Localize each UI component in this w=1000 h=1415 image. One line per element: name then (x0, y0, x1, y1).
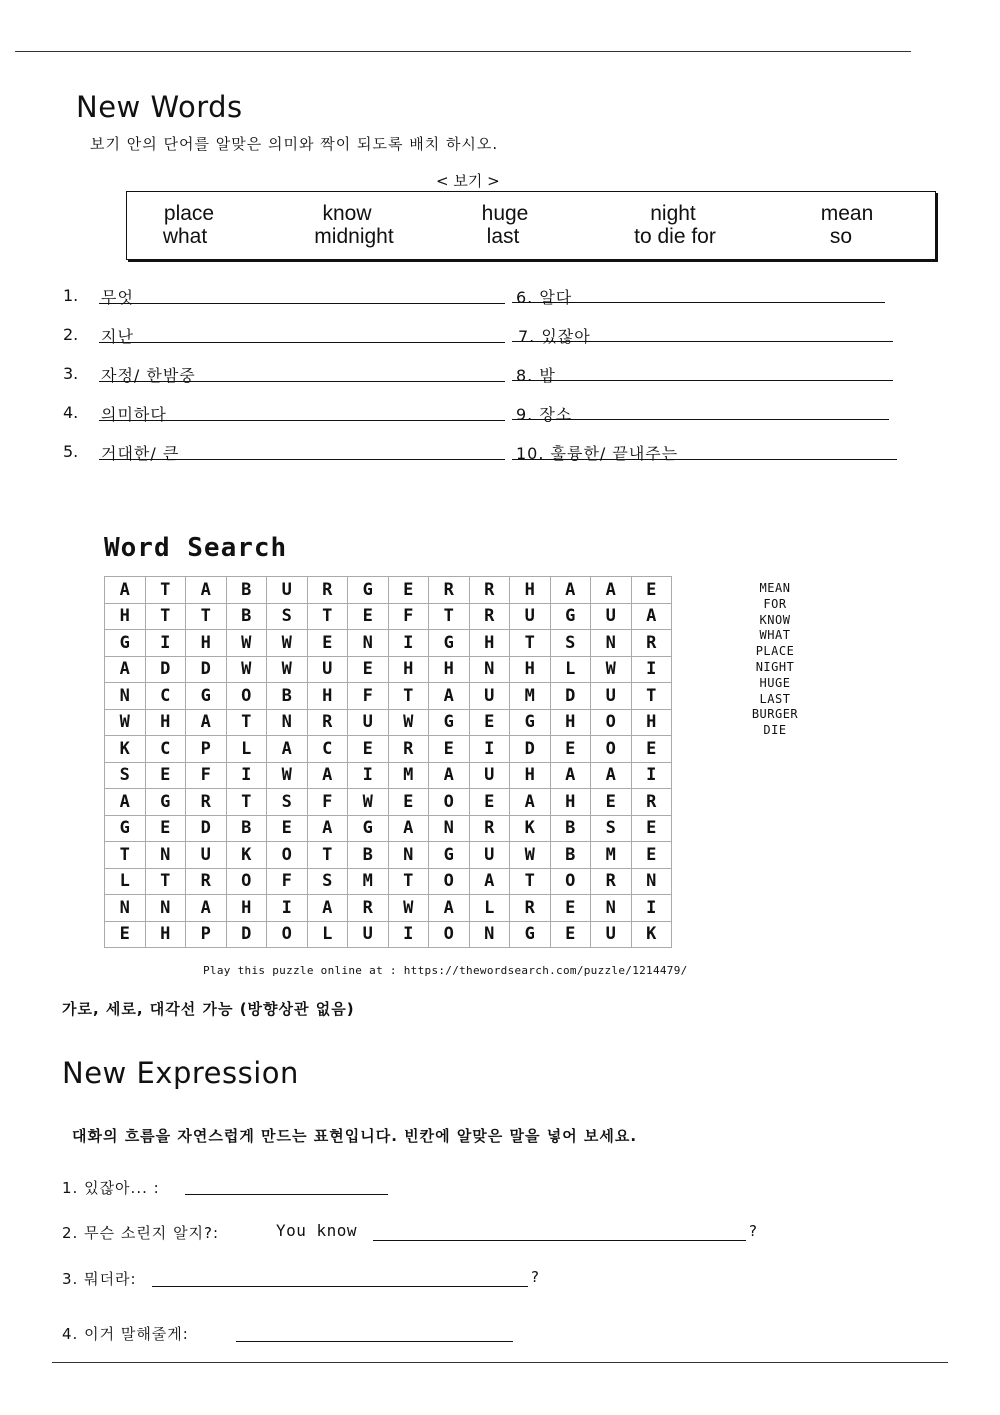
grid-cell[interactable]: G (429, 842, 470, 869)
grid-cell[interactable]: L (550, 656, 591, 683)
grid-cell[interactable]: H (550, 709, 591, 736)
word-search-grid[interactable] (104, 576, 672, 948)
grid-cell[interactable]: I (631, 762, 672, 789)
grid-cell[interactable]: O (267, 921, 308, 948)
grid-cell[interactable]: O (429, 921, 470, 948)
grid-cell[interactable]: G (145, 789, 186, 816)
grid-cell[interactable]: D (226, 921, 267, 948)
grid-cell[interactable]: E (469, 789, 510, 816)
grid-cell[interactable]: K (510, 815, 551, 842)
question-text: 9. 장소 (516, 405, 573, 424)
grid-cell[interactable]: W (388, 709, 429, 736)
grid-cell[interactable]: F (267, 868, 308, 895)
word-list-item: PLACE (755, 644, 795, 659)
grid-cell[interactable]: O (591, 709, 632, 736)
new-expression-title: New Expression (62, 1056, 299, 1090)
grid-cell[interactable]: H (226, 895, 267, 922)
new-words-title: New Words (76, 90, 243, 124)
grid-cell[interactable]: H (145, 921, 186, 948)
grid-cell[interactable]: B (267, 683, 308, 710)
grid-cell[interactable]: E (388, 577, 429, 604)
grid-cell[interactable]: B (226, 815, 267, 842)
direction-note: 가로, 세로, 대각선 가능 (방향상관 없음) (62, 1000, 355, 1018)
grid-cell[interactable]: R (307, 709, 348, 736)
grid-cell[interactable]: A (307, 895, 348, 922)
grid-cell[interactable]: A (105, 577, 146, 604)
expression-answer-line[interactable] (236, 1341, 513, 1342)
grid-cell[interactable]: E (631, 736, 672, 763)
grid-cell[interactable]: N (429, 815, 470, 842)
grid-cell[interactable]: K (226, 842, 267, 869)
question-text: 10. 훌륭한/ 끝내주는 (516, 444, 679, 463)
answer-line[interactable] (99, 303, 505, 304)
grid-cell[interactable]: H (510, 762, 551, 789)
grid-cell[interactable]: K (105, 736, 146, 763)
grid-cell[interactable]: N (348, 630, 389, 657)
grid-row (105, 921, 672, 948)
bottom-rule (52, 1362, 948, 1363)
grid-cell[interactable]: O (591, 736, 632, 763)
word-search-title: Word Search (104, 533, 288, 563)
word-bank-item: huge (481, 202, 529, 225)
grid-cell[interactable]: M (348, 868, 389, 895)
grid-cell[interactable]: D (145, 656, 186, 683)
question-text: 자정/ 한밤중 (101, 366, 196, 385)
grid-row (105, 577, 672, 604)
grid-cell[interactable]: T (145, 603, 186, 630)
grid-cell[interactable]: T (226, 789, 267, 816)
word-bank-box (126, 191, 936, 260)
new-expression-instruction: 대화의 흐름을 자연스럽게 만드는 표현입니다. 빈칸에 알맞은 말을 넣어 보세요. (72, 1127, 638, 1145)
question-number: 2. (63, 325, 79, 344)
word-list (735, 581, 815, 739)
expression-english: You know (276, 1221, 358, 1240)
grid-cell[interactable]: N (469, 656, 510, 683)
grid-cell[interactable]: A (550, 762, 591, 789)
grid-cell[interactable]: R (307, 577, 348, 604)
grid-cell[interactable]: H (510, 656, 551, 683)
grid-cell[interactable]: R (388, 736, 429, 763)
grid-cell[interactable]: R (469, 815, 510, 842)
grid-cell[interactable]: G (429, 630, 470, 657)
grid-cell[interactable]: I (348, 762, 389, 789)
answer-line[interactable] (512, 419, 889, 420)
grid-cell[interactable]: E (550, 895, 591, 922)
grid-row (105, 842, 672, 869)
grid-cell[interactable]: R (186, 789, 227, 816)
grid-cell[interactable]: C (145, 736, 186, 763)
grid-cell[interactable]: R (510, 895, 551, 922)
expression-label: 2. 무슨 소린지 알지?: (62, 1224, 220, 1242)
grid-row (105, 895, 672, 922)
word-bank-item: mean (820, 202, 874, 225)
grid-cell[interactable]: O (226, 683, 267, 710)
question-number: 3. (63, 364, 79, 383)
grid-cell[interactable]: O (550, 868, 591, 895)
expression-label: 3. 뭐더라: (62, 1270, 137, 1288)
grid-cell[interactable]: T (388, 868, 429, 895)
grid-cell[interactable]: G (105, 630, 146, 657)
grid-cell[interactable]: O (429, 868, 470, 895)
answer-line[interactable] (99, 381, 505, 382)
question-text: 지난 (101, 327, 134, 346)
grid-cell[interactable]: E (631, 842, 672, 869)
grid-cell[interactable]: M (388, 762, 429, 789)
grid-cell[interactable]: H (388, 656, 429, 683)
grid-cell[interactable]: G (429, 709, 470, 736)
answer-line[interactable] (512, 302, 885, 303)
grid-cell[interactable]: E (550, 921, 591, 948)
grid-cell[interactable]: I (226, 762, 267, 789)
grid-cell[interactable]: U (510, 603, 551, 630)
grid-cell[interactable]: T (510, 868, 551, 895)
grid-cell[interactable]: N (105, 683, 146, 710)
grid-cell[interactable]: S (267, 603, 308, 630)
grid-row (105, 762, 672, 789)
grid-cell[interactable]: A (186, 709, 227, 736)
grid-cell[interactable]: K (631, 921, 672, 948)
grid-row (105, 868, 672, 895)
grid-cell[interactable]: E (469, 709, 510, 736)
grid-cell[interactable]: U (348, 921, 389, 948)
grid-cell[interactable]: R (348, 895, 389, 922)
grid-cell[interactable]: S (307, 868, 348, 895)
grid-cell[interactable]: H (105, 603, 146, 630)
grid-cell[interactable]: G (510, 709, 551, 736)
grid-cell[interactable]: T (388, 683, 429, 710)
word-list-item: NIGHT (755, 659, 795, 674)
question-text: 거대한/ 큰 (101, 444, 180, 463)
grid-cell[interactable]: E (145, 815, 186, 842)
grid-cell[interactable]: A (105, 789, 146, 816)
grid-row (105, 630, 672, 657)
grid-cell[interactable]: O (267, 842, 308, 869)
answer-line[interactable] (99, 459, 505, 460)
grid-cell[interactable]: U (591, 921, 632, 948)
grid-cell[interactable]: T (186, 603, 227, 630)
grid-cell[interactable]: A (429, 895, 470, 922)
answer-line[interactable] (99, 420, 505, 421)
grid-cell[interactable]: T (105, 842, 146, 869)
grid-cell[interactable]: I (145, 630, 186, 657)
expression-suffix: ? (531, 1268, 540, 1286)
word-bank-item: midnight (314, 225, 394, 248)
word-list-item: DIE (763, 723, 787, 738)
question-number: 4. (63, 403, 79, 422)
grid-cell[interactable]: F (348, 683, 389, 710)
grid-cell[interactable]: R (429, 577, 470, 604)
grid-cell[interactable]: E (591, 789, 632, 816)
grid-cell[interactable]: B (550, 842, 591, 869)
grid-cell[interactable]: A (429, 683, 470, 710)
word-list-item: HUGE (759, 675, 791, 690)
grid-cell[interactable]: I (388, 630, 429, 657)
grid-cell[interactable]: E (348, 656, 389, 683)
word-list-item: MEAN (759, 581, 791, 595)
grid-cell[interactable]: P (186, 921, 227, 948)
grid-cell[interactable]: M (510, 683, 551, 710)
grid-row (105, 683, 672, 710)
grid-cell[interactable]: E (631, 577, 672, 604)
new-words-instruction: 보기 안의 단어를 알맞은 의미와 짝이 되도록 배치 하시오. (90, 135, 499, 153)
word-list-item: WHAT (759, 628, 791, 643)
grid-cell[interactable]: U (469, 683, 510, 710)
grid-cell[interactable]: L (307, 921, 348, 948)
grid-cell[interactable]: U (267, 577, 308, 604)
word-bank-item: night (650, 202, 696, 225)
question-number: 1. (63, 286, 79, 305)
grid-cell[interactable]: B (348, 842, 389, 869)
grid-cell[interactable]: G (186, 683, 227, 710)
grid-cell[interactable]: S (591, 815, 632, 842)
grid-cell[interactable]: F (388, 603, 429, 630)
grid-cell[interactable]: T (307, 842, 348, 869)
grid-cell[interactable]: W (510, 842, 551, 869)
grid-cell[interactable]: T (226, 709, 267, 736)
grid-cell[interactable]: T (145, 868, 186, 895)
grid-cell[interactable]: N (145, 895, 186, 922)
grid-cell[interactable]: H (469, 630, 510, 657)
grid-cell[interactable]: T (631, 683, 672, 710)
grid-cell[interactable]: H (145, 709, 186, 736)
expression-answer-line[interactable] (185, 1194, 388, 1195)
grid-cell[interactable]: F (186, 762, 227, 789)
question-text: 8. 밤 (516, 366, 556, 385)
grid-cell[interactable]: A (105, 656, 146, 683)
grid-cell[interactable]: G (105, 815, 146, 842)
puzzle-url-note: Play this puzzle online at : https://thewordsearch.com/puzzle/1214479/ (203, 964, 688, 977)
grid-cell[interactable]: C (145, 683, 186, 710)
grid-cell[interactable]: W (226, 630, 267, 657)
grid-cell[interactable]: A (550, 577, 591, 604)
grid-cell[interactable]: D (186, 815, 227, 842)
grid-cell[interactable]: W (267, 630, 308, 657)
grid-cell[interactable]: R (591, 868, 632, 895)
grid-cell[interactable]: E (429, 736, 470, 763)
grid-cell[interactable]: U (591, 683, 632, 710)
grid-cell[interactable]: R (469, 603, 510, 630)
question-text: 무엇 (101, 288, 134, 307)
grid-cell[interactable]: T (510, 630, 551, 657)
grid-cell[interactable]: H (429, 656, 470, 683)
grid-cell[interactable]: A (186, 895, 227, 922)
grid-cell[interactable]: M (591, 842, 632, 869)
grid-cell[interactable]: W (267, 656, 308, 683)
grid-cell[interactable]: U (307, 656, 348, 683)
grid-cell[interactable]: A (631, 603, 672, 630)
grid-cell[interactable]: S (105, 762, 146, 789)
grid-cell[interactable]: N (267, 709, 308, 736)
grid-cell[interactable]: W (226, 656, 267, 683)
grid-row (105, 789, 672, 816)
grid-cell[interactable]: U (348, 709, 389, 736)
grid-cell[interactable]: W (267, 762, 308, 789)
grid-cell[interactable]: H (631, 709, 672, 736)
grid-cell[interactable]: S (550, 630, 591, 657)
grid-row (105, 815, 672, 842)
grid-cell[interactable]: U (186, 842, 227, 869)
grid-cell[interactable]: T (307, 603, 348, 630)
grid-cell[interactable]: E (307, 630, 348, 657)
word-bank-label: < 보기 > (436, 172, 500, 190)
grid-cell[interactable]: H (510, 577, 551, 604)
grid-row (105, 709, 672, 736)
question-number: 5. (63, 442, 79, 461)
word-bank-item: what (162, 225, 208, 248)
grid-cell[interactable]: R (631, 630, 672, 657)
grid-cell[interactable]: T (145, 577, 186, 604)
grid-cell[interactable]: E (631, 815, 672, 842)
word-bank-item: know (322, 202, 372, 225)
grid-cell[interactable]: I (388, 921, 429, 948)
grid-cell[interactable]: N (105, 895, 146, 922)
grid-cell[interactable]: P (186, 736, 227, 763)
grid-cell[interactable]: A (591, 762, 632, 789)
grid-cell[interactable]: S (267, 789, 308, 816)
expression-suffix: ? (749, 1222, 758, 1240)
grid-cell[interactable]: E (388, 789, 429, 816)
grid-row (105, 656, 672, 683)
grid-cell[interactable]: U (469, 842, 510, 869)
grid-cell[interactable]: I (631, 895, 672, 922)
word-bank-item: to die for (634, 225, 716, 248)
grid-row (105, 736, 672, 763)
grid-cell[interactable]: G (348, 577, 389, 604)
grid-cell[interactable]: B (226, 577, 267, 604)
grid-cell[interactable]: N (591, 630, 632, 657)
grid-cell[interactable]: H (550, 789, 591, 816)
grid-cell[interactable]: B (226, 603, 267, 630)
grid-cell[interactable]: E (267, 815, 308, 842)
expression-label: 1. 있잖아... : (62, 1179, 160, 1197)
grid-cell[interactable]: G (550, 603, 591, 630)
grid-cell[interactable]: A (307, 762, 348, 789)
grid-cell[interactable]: L (226, 736, 267, 763)
grid-cell[interactable]: C (307, 736, 348, 763)
grid-cell[interactable]: N (469, 921, 510, 948)
grid-cell[interactable]: O (429, 789, 470, 816)
grid-cell[interactable]: E (550, 736, 591, 763)
question-text: 6. 알다 (516, 288, 573, 307)
grid-cell[interactable]: A (510, 789, 551, 816)
word-bank-item: so (829, 225, 853, 248)
grid-cell[interactable]: T (429, 603, 470, 630)
grid-cell[interactable]: E (348, 603, 389, 630)
word-list-item: LAST (759, 691, 791, 706)
grid-cell[interactable]: R (631, 789, 672, 816)
grid-row (105, 603, 672, 630)
grid-cell[interactable]: A (186, 577, 227, 604)
expression-label: 4. 이거 말해줄게: (62, 1325, 189, 1343)
grid-cell[interactable]: A (388, 815, 429, 842)
grid-cell[interactable]: F (307, 789, 348, 816)
grid-cell[interactable]: N (631, 868, 672, 895)
grid-cell[interactable]: L (105, 868, 146, 895)
word-list-item: FOR (763, 596, 787, 611)
grid-cell[interactable]: I (469, 736, 510, 763)
grid-cell[interactable]: O (226, 868, 267, 895)
question-text: 의미하다 (101, 405, 167, 424)
expression-answer-line[interactable] (373, 1240, 746, 1241)
grid-cell[interactable]: W (388, 895, 429, 922)
grid-cell[interactable]: E (348, 736, 389, 763)
grid-cell[interactable]: R (186, 868, 227, 895)
grid-cell[interactable]: A (267, 736, 308, 763)
grid-cell[interactable]: W (591, 656, 632, 683)
grid-cell[interactable]: H (186, 630, 227, 657)
grid-cell[interactable]: D (510, 736, 551, 763)
grid-cell[interactable]: A (591, 577, 632, 604)
answer-line[interactable] (512, 459, 897, 460)
grid-cell[interactable]: A (307, 815, 348, 842)
grid-cell[interactable]: W (348, 789, 389, 816)
grid-cell[interactable]: B (550, 815, 591, 842)
word-list-item: BURGER (751, 707, 799, 722)
answer-line[interactable] (512, 380, 893, 381)
grid-cell[interactable]: E (145, 762, 186, 789)
grid-cell[interactable]: D (550, 683, 591, 710)
question-text: 7. 있잖아 (518, 327, 591, 346)
grid-cell[interactable]: A (429, 762, 470, 789)
grid-cell[interactable]: L (469, 895, 510, 922)
grid-cell[interactable]: R (469, 577, 510, 604)
grid-cell[interactable]: A (469, 868, 510, 895)
grid-cell[interactable]: N (591, 895, 632, 922)
grid-cell[interactable]: D (186, 656, 227, 683)
grid-cell[interactable]: I (267, 895, 308, 922)
grid-cell[interactable]: N (145, 842, 186, 869)
word-bank-item: last (486, 225, 520, 248)
grid-cell[interactable]: W (105, 709, 146, 736)
grid-cell[interactable]: E (105, 921, 146, 948)
answer-line[interactable] (99, 342, 505, 343)
word-bank-item: place (163, 202, 215, 225)
grid-cell[interactable]: N (388, 842, 429, 869)
grid-cell[interactable]: U (591, 603, 632, 630)
grid-cell[interactable]: H (307, 683, 348, 710)
word-list-item: KNOW (759, 612, 791, 627)
top-rule (15, 51, 911, 52)
grid-cell[interactable]: I (631, 656, 672, 683)
answer-line[interactable] (512, 341, 893, 342)
grid-cell[interactable]: G (510, 921, 551, 948)
grid-cell[interactable]: U (469, 762, 510, 789)
grid-cell[interactable]: G (348, 815, 389, 842)
expression-answer-line[interactable] (152, 1286, 528, 1287)
